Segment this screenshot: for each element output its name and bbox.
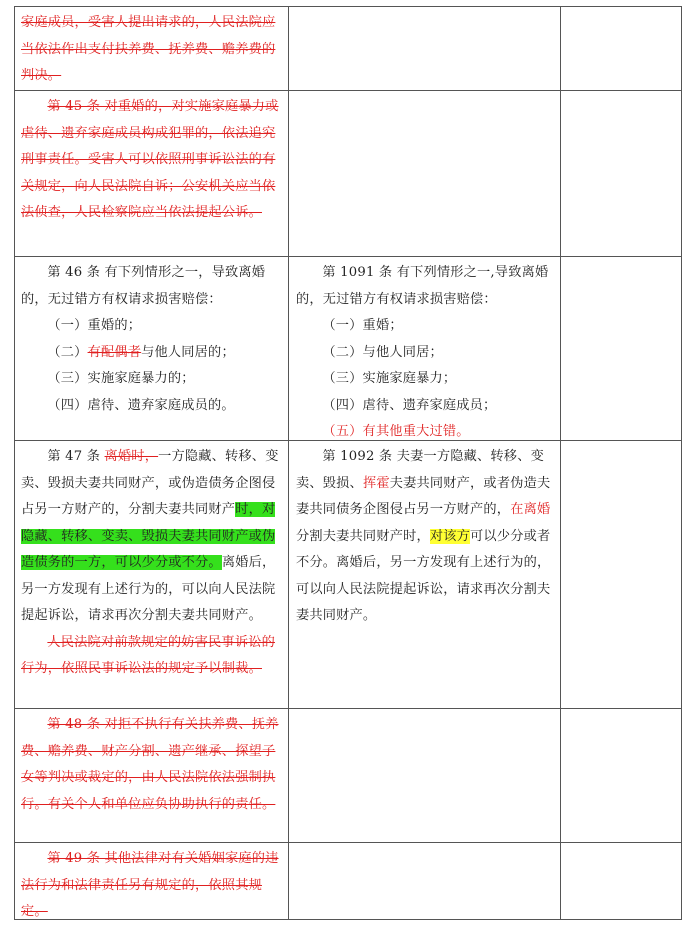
article-1091-heading: 第 1091 条 有下列情形之一,导致离婚的，无过错方有权请求损害赔偿： [296, 265, 549, 307]
old-law-cell [15, 91, 289, 256]
new-law-cell [289, 441, 561, 708]
highlighted-text: 时，对隐藏、转移、变卖、毁损夫妻共同财产或伪造债务的一方，可以少分或不分。 [21, 502, 276, 570]
deleted-text: 家庭成员，受害人提出请求的，人民法院应当依法作出支付扶养费、抚养费、赡养费的判决。 [21, 15, 276, 83]
new-law-cell [289, 843, 561, 919]
old-law-cell [15, 441, 289, 708]
table-row [15, 441, 681, 709]
new-law-cell [289, 257, 561, 440]
article-46-heading: 第 46 条 有下列情形之一，导致离婚的，无过错方有权请求损害赔偿： [21, 265, 266, 307]
added-list-item: （五）有其他重大过错。 [322, 424, 470, 439]
note-cell [561, 7, 681, 90]
old-law-cell [15, 257, 289, 440]
old-law-cell [15, 7, 289, 90]
comparison-table [14, 6, 682, 920]
deleted-text: 有配偶者 [87, 344, 142, 360]
list-item: （二）有配偶者与他人同居的； [47, 344, 235, 360]
note-cell [561, 257, 681, 440]
deleted-paragraph: 人民法院对前款规定的妨害民事诉讼的行为，依照民事诉讼法的规定予以制裁。 [21, 634, 275, 676]
article-47-text: 第 47 条 离婚时，一方隐藏、转移、变卖、毁损夫妻共同财产，或伪造债务企图侵占另一方财产的，分割夫妻共同财产时，对隐藏、转移、变卖、毁损夫妻共同财产或伪造债务的一方，可以少分或不分。离婚后，另一方发现有上述行为的，可以向人民法院提起诉讼，请求再次分割夫妻共同财产。 [21, 449, 279, 623]
article-1092-text: 第 1092 条 夫妻一方隐藏、转移、变卖、毁损、挥霍夫妻共同财产，或者伪造夫妻共同债务企图侵占另一方财产的，在离婚分割夫妻共同财产时，对该方可以少分或者不分。离婚后，另一方发现有上述行为的，可以向人民法院提起诉讼，请求再次分割夫妻共同财产。 [296, 449, 551, 623]
deleted-text: 离婚时， [104, 449, 159, 464]
table-row [15, 257, 681, 441]
deleted-article-49: 第 49 条 其他法律对有关婚姻家庭的违法行为和法律责任另有规定的，依照其规定。 [21, 851, 279, 919]
deleted-article-48: 第 48 条 对拒不执行有关扶养费、抚养费、赡养费、财产分割、遗产继承、探望子女等判决或裁定的，由人民法院依法强制执行。有关个人和单位应负协助执行的责任。 [21, 717, 279, 812]
new-law-cell [289, 709, 561, 842]
list-item: （一）重婚； [322, 318, 403, 333]
old-law-cell [15, 843, 289, 919]
list-item: （四）虐待、遗弃家庭成员； [322, 397, 497, 413]
note-cell [561, 843, 681, 919]
added-text: 挥霍 [362, 475, 390, 491]
table-row [15, 843, 681, 919]
new-law-cell [289, 7, 561, 90]
note-cell [561, 441, 681, 708]
table-row [15, 709, 681, 843]
list-item: （三）实施家庭暴力的； [47, 371, 195, 386]
added-text: 在离婚 [510, 502, 551, 517]
table-row [15, 91, 681, 257]
deleted-article-45: 第 45 条 对重婚的，对实施家庭暴力或虐待、遗弃家庭成员构成犯罪的，依法追究刑事责任。受害人可以依照刑事诉讼法的有关规定，向人民法院自诉；公安机关应当依法侦查，人民检察院应当依法提起公诉。 [21, 99, 279, 220]
list-item: （二）与他人同居； [322, 344, 443, 360]
table-row [15, 7, 681, 91]
list-item: （三）实施家庭暴力； [322, 371, 457, 386]
note-cell [561, 91, 681, 256]
list-item: （四）虐待、遗弃家庭成员的。 [47, 397, 235, 413]
note-cell [561, 709, 681, 842]
highlighted-text: 对该方 [429, 528, 471, 544]
old-law-cell [15, 709, 289, 842]
new-law-cell [289, 91, 561, 256]
list-item: （一）重婚的； [47, 318, 142, 333]
